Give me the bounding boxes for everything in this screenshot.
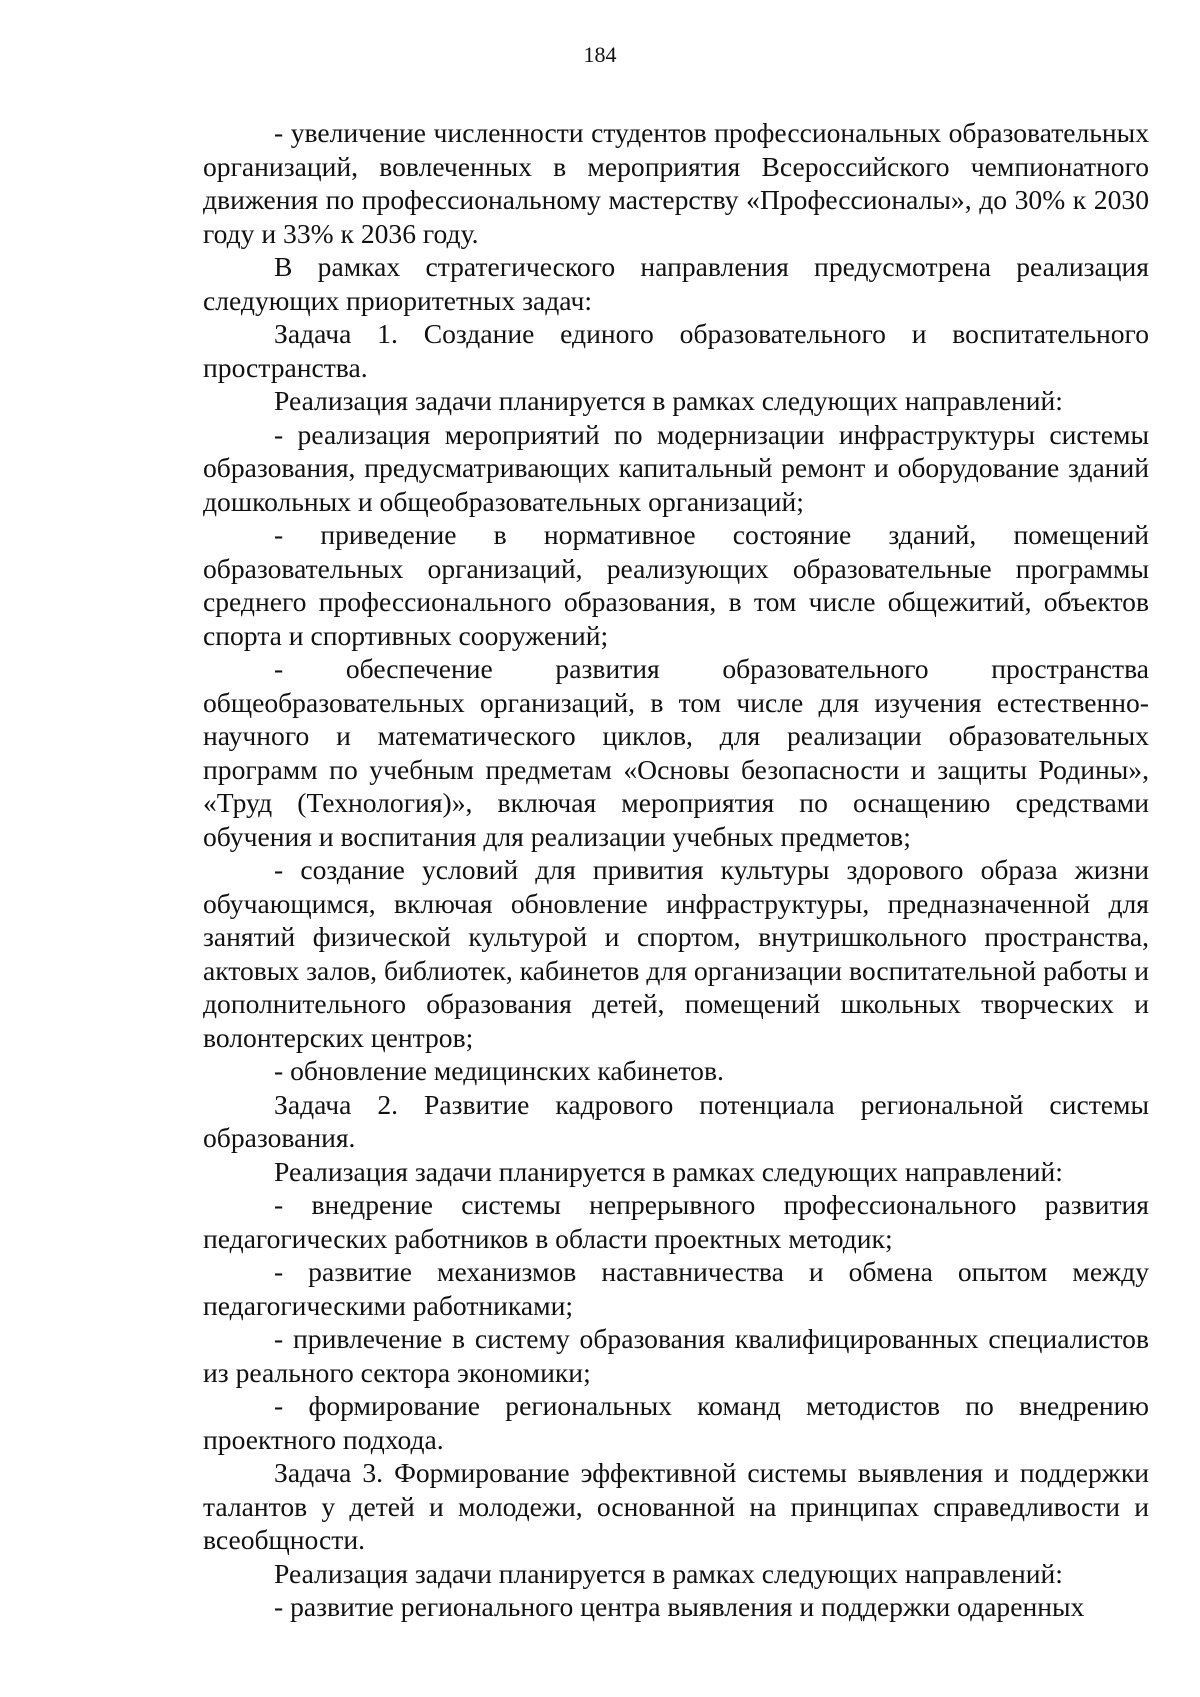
list-item-methodologist-teams: - формирование региональных команд методистов по внедрению проектного подхода. [203, 1390, 1149, 1455]
paragraph-task-2-heading: Задача 2. Развитие кадрового потенциала региональной системы образования. [203, 1088, 1149, 1153]
list-item-healthy-lifestyle-conditions: - создание условий для привития культуры здорового образа жизни обучающимся, включая обновление инфраструктуры, предназначенной для занятий физической культурой и спортом, внутришкольного пространства, актовых залов, библиотек, кабинетов для организации воспитательной работы и дополнительного образования детей, помещений школьных творческих и волонтерских центров; [203, 854, 1149, 1053]
paragraph-task-1-heading: Задача 1. Создание единого образовательного и воспитательного пространства. [203, 318, 1149, 383]
paragraph-task-3-heading: Задача 3. Формирование эффективной системы выявления и поддержки талантов у детей и молодежи, основанной на принципах справедливости и всеобщности. [203, 1457, 1149, 1555]
list-item-attracting-specialists: - привлечение в систему образования квалифицированных специалистов из реального сектора экономики; [203, 1323, 1149, 1388]
page-number: 184 [583, 42, 617, 67]
list-item-infrastructure-modernization: - реализация мероприятий по модернизации инфраструктуры системы образования, предусматривающих капитальный ремонт и оборудование зданий дошкольных и общеобразовательных организаций; [203, 418, 1149, 517]
list-item-mentoring-mechanisms: - развитие механизмов наставничества и обмена опытом между педагогическими работниками; [203, 1256, 1149, 1321]
paragraph-task-2-directions-intro: Реализация задачи планируется в рамках следующих направлений: [274, 1155, 1063, 1187]
list-item-continuous-professional-development: - внедрение системы непрерывного профессионального развития педагогических работников в области проектных методик; [203, 1189, 1149, 1254]
paragraph-task-1-directions-intro: Реализация задачи планируется в рамках следующих направлений: [274, 385, 1063, 416]
list-item-regional-talent-center: - развитие регионального центра выявления и поддержки одаренных [274, 1591, 1085, 1622]
list-item-buildings-normative-state: - приведение в нормативное состояние зданий, помещений образовательных организаций, реализующих образовательные программы среднего профессионального образования, в том числе общежитий, объектов спорта и спортивных сооружений; [203, 519, 1149, 651]
document-body [203, 116, 1149, 1624]
paragraph-students-count-target: - увеличение численности студентов профессиональных образовательных организаций, вовлеченных в мероприятия Всероссийского чемпионатного движения по профессиональному мастерству «Профессионалы», до 30% к 2030 году и 33% к 2036 году. [203, 117, 1149, 249]
list-item-educational-space-development: - обеспечение развития образовательного пространства общеобразовательных организаций, в том числе для изучения естественно-научного и математического циклов, для реализации образовательных программ по учебным предметам «Основы безопасности и защиты Родины», «Труд (Технология)», включая мероприятия по оснащению средствами обучения и воспитания для реализации учебных предметов; [203, 653, 1149, 852]
paragraph-priority-tasks-intro: В рамках стратегического направления предусмотрена реализация следующих приоритетных задач: [203, 251, 1149, 316]
paragraph-task-3-directions-intro: Реализация задачи планируется в рамках следующих направлений: [274, 1557, 1063, 1589]
list-item-medical-offices-update: - обновление медицинских кабинетов. [274, 1055, 724, 1086]
